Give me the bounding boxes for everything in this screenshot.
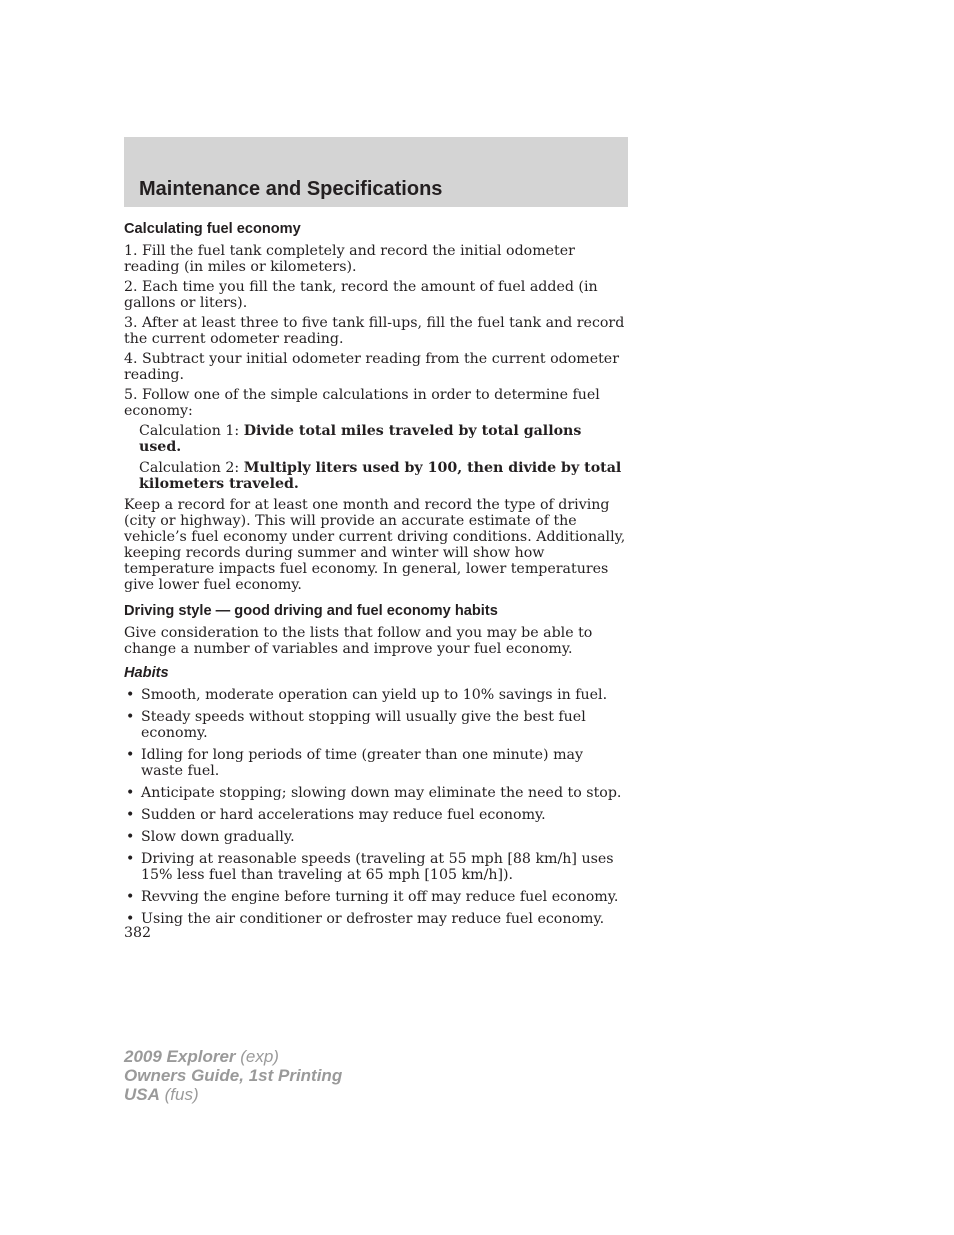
driving-intro: Give consideration to the lists that follow and you may be able to change a number of variables and improve your fuel economy. <box>124 625 593 657</box>
calculation-2 <box>139 460 628 492</box>
list-item: • Revving the engine before turning it off may reduce fuel economy. <box>124 889 628 905</box>
section-heading-driving-style: Driving style — good driving and fuel economy habits <box>124 603 498 619</box>
list-item: • Slow down gradually. <box>124 829 628 845</box>
record-note: Keep a record for at least one month and record the type of driving (city or highway). This will provide an accurate estimate of the vehicle’s fuel economy under current driving conditions. Additionally, keeping records during summer and winter will show how temperature impacts fuel economy. In general, lower temperatures give lower fuel economy. <box>124 497 626 593</box>
list-item: • Using the air conditioner or defroster may reduce fuel economy. <box>124 911 628 927</box>
document-footer <box>124 1047 342 1104</box>
calculation-1-label: Calculation 1: <box>139 423 244 439</box>
footer-line-2 <box>124 1066 342 1085</box>
footer-line-3 <box>124 1085 342 1104</box>
habits-list <box>124 687 628 927</box>
footer-model-code: (exp) <box>235 1047 279 1066</box>
section-heading-fuel-economy: Calculating fuel economy <box>124 221 301 237</box>
calculation-1 <box>139 423 628 455</box>
page-content <box>124 221 628 933</box>
footer-guide: Owners Guide, 1st Printing <box>124 1066 343 1085</box>
list-item: • Anticipate stopping; slowing down may eliminate the need to stop. <box>124 785 628 801</box>
step-2: 2. Each time you fill the tank, record the amount of fuel added (in gallons or liters). <box>124 279 598 311</box>
step-5: 5. Follow one of the simple calculations in order to determine fuel economy: <box>124 387 600 419</box>
calculation-1-text: Divide total miles traveled by total gallons used. <box>139 423 582 455</box>
list-item: • Idling for long periods of time (greater than one minute) may waste fuel. <box>124 747 628 779</box>
step-1: 1. Fill the fuel tank completely and record the initial odometer reading (in miles or kilometers). <box>124 243 575 275</box>
list-item: • Sudden or hard accelerations may reduce fuel economy. <box>124 807 628 823</box>
page-number: 382 <box>124 925 152 941</box>
calculation-2-text: Multiply liters used by 100, then divide by total kilometers traveled. <box>139 460 622 492</box>
list-item: • Smooth, moderate operation can yield up to 10% savings in fuel. <box>124 687 628 703</box>
calculation-2-label: Calculation 2: <box>139 460 244 476</box>
footer-market: USA <box>124 1085 160 1104</box>
footer-model: 2009 Explorer <box>124 1047 236 1066</box>
footer-line-1 <box>124 1047 342 1066</box>
list-item: • Driving at reasonable speeds (traveling at 55 mph [88 km/h] uses 15% less fuel than traveling at 65 mph [105 km/h]). <box>124 851 628 883</box>
step-3: 3. After at least three to five tank fill-ups, fill the fuel tank and record the current odometer reading. <box>124 315 625 347</box>
footer-market-code: (fus) <box>159 1085 199 1104</box>
step-4: 4. Subtract your initial odometer reading from the current odometer reading. <box>124 351 619 383</box>
list-item: • Steady speeds without stopping will usually give the best fuel economy. <box>124 709 628 741</box>
header-band <box>124 137 628 207</box>
subheading-habits: Habits <box>124 665 169 681</box>
page-title: Maintenance and Specifications <box>139 178 443 200</box>
